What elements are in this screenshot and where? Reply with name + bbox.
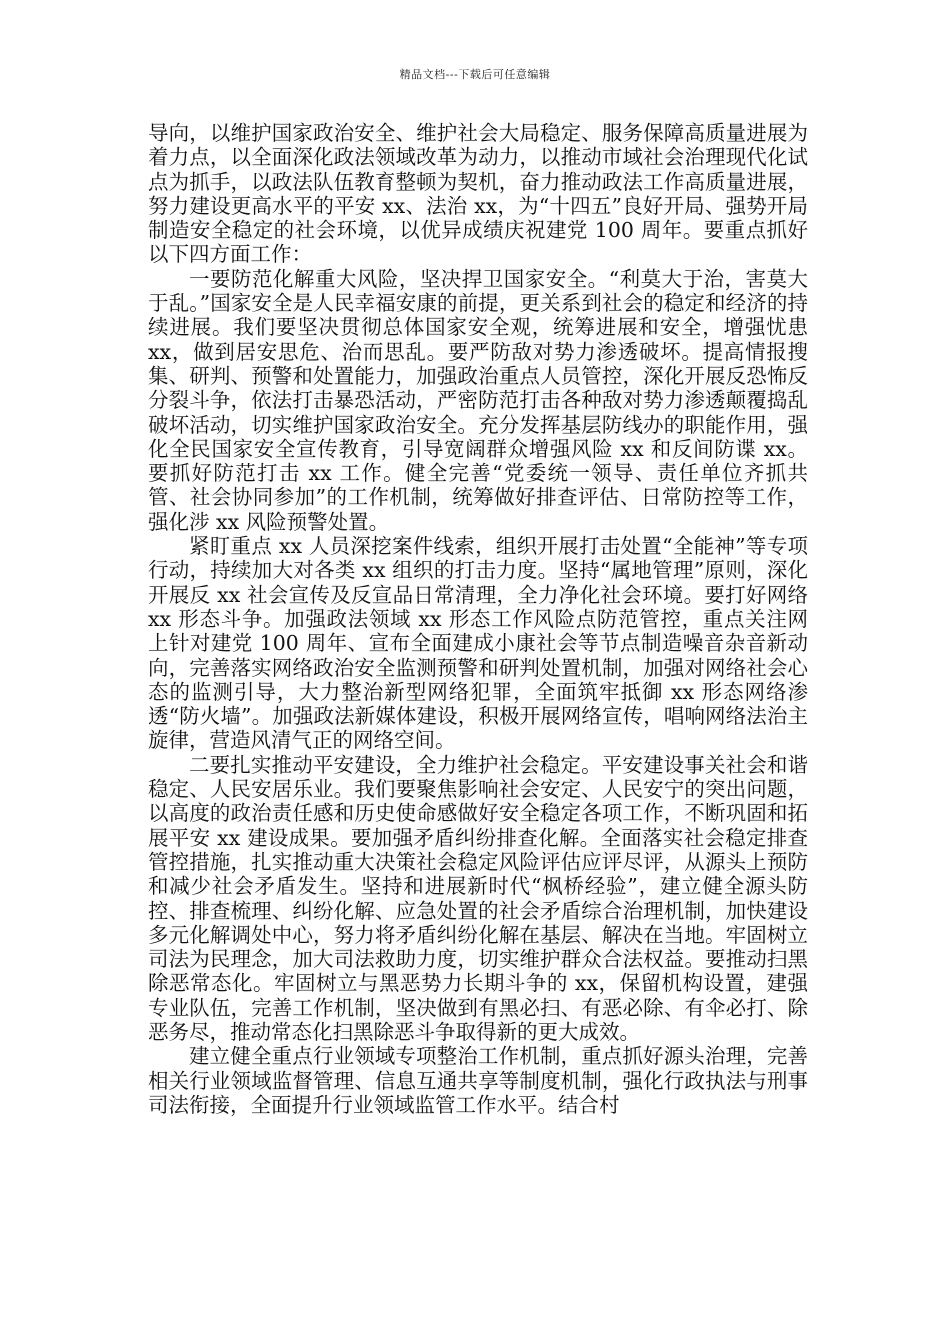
page-header: 精品文档---下载后可任意编辑 xyxy=(399,68,551,81)
document-body xyxy=(148,121,808,1117)
paragraph-intro-continuation: 导向，以维护国家政治安全、维护社会大局稳定、服务保障高质量进展为着力点，以全面深化政法领域改革为动力，以推动市域社会治理现代化试点为抓手，以政法队伍教育整顿为契机，奋力推动政法工作高质量进展，努力建设更高水平的平安 xx、法治 xx，为“十四五”良好开局、强势开局制造安全稳定的社会环境，以优异成绩庆祝建党 100 周年。要重点抓好以下四方面工作： xyxy=(148,121,808,267)
paragraph-network-ideology: 紧盯重点 xx 人员深挖案件线索，组织开展打击处置“全能神”等专项行动，持续加大对各类 xx 组织的打击力度。坚持“属地管理”原则，深化开展反 xx 社会宣传及反宣品日常清理，全力净化社会环境。要打好网络 xx 形态斗争。加强政法领域 xx 形态工作风险点防范管控，重点关注网上针对建党 100 周年、宣布全面建成小康社会等节点制造噪音杂音新动向，完善落实网络政治安全监测预警和研判处置机制，加强对网络社会心态的监测引导，大力整治新型网络犯罪，全面筑牢抵御 xx 形态网络渗透“防火墙”。加强政法新媒体建设，积极开展网络宣传，唱响网络法治主旋律，营造风清气正的网络空间。 xyxy=(148,534,808,753)
paragraph-national-security: 一要防范化解重大风险，坚决捍卫国家安全。“利莫大于治，害莫大于乱。”国家安全是人民幸福安康的前提，更关系到社会的稳定和经济的持续进展。我们要坚决贯彻总体国家安全观，统筹进展和安全，增强忧患 xx，做到居安思危、治而思乱。要严防敌对势力渗透破坏。提高情报搜集、研判、预警和处置能力，加强政治重点人员管控，深化开展反恐怖反分裂斗争，依法打击暴恐活动，严密防范打击各种敌对势力渗透颠覆捣乱破坏活动，切实维护国家政治安全。充分发挥基层防线办的职能作用，强化全民国家安全宣传教育，引导宽阔群众增强风险 xx 和反间防谍 xx。要抓好防范打击 xx 工作。健全完善“党委统一领导、责任单位齐抓共管、社会协同参加”的工作机制，统筹做好排查评估、日常防控等工作，强化涉 xx 风险预警处置。 xyxy=(148,266,808,534)
paragraph-peace-building: 二要扎实推动平安建设，全力维护社会稳定。平安建设事关社会和谐稳定、人民安居乐业。我们要聚焦影响社会安定、人民安宁的突出问题，以高度的政治责任感和历史使命感做好安全稳定各项工作，不断巩固和拓展平安 xx 建设成果。要加强矛盾纠纷排查化解。全面落实社会稳定排查管控措施，扎实推动重大决策社会稳定风险评估应评尽评，从源头上预防和减少社会矛盾发生。坚持和进展新时代“枫桥经验”，建立健全源头防控、排查梳理、纠纷化解、应急处置的社会矛盾综合治理机制，加快建设多元化解调处中心，努力将矛盾纠纷化解在基层、解决在当地。牢固树立司法为民理念，加大司法救助力度，切实维护群众合法权益。要推动扫黑除恶常态化。牢固树立与黑恶势力长期斗争的 xx，保留机构设置，建强专业队伍，完善工作机制，坚决做到有黑必扫、有恶必除、有伞必打、除恶务尽，推动常态化扫黑除恶斗争取得新的更大成效。 xyxy=(148,752,808,1044)
paragraph-industry-governance: 建立健全重点行业领域专项整治工作机制，重点抓好源头治理，完善相关行业领域监督管理、信息互通共享等制度机制，强化行政执法与刑事司法衔接，全面提升行业领域监管工作水平。结合村 xyxy=(148,1044,808,1117)
